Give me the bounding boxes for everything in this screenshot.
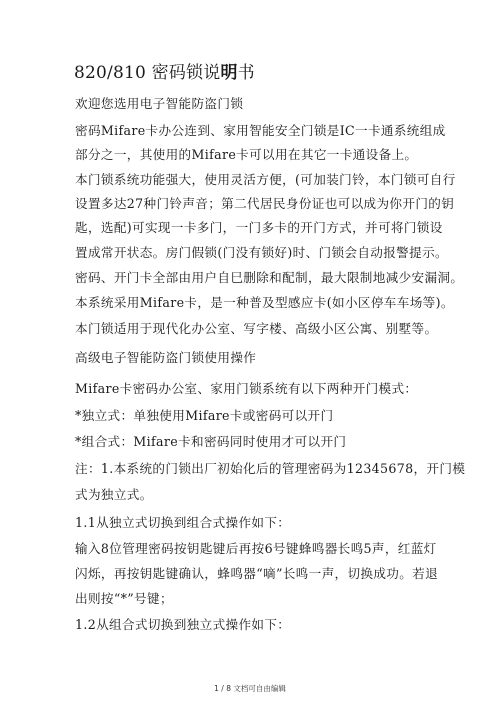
list-item: *独立式：单独使用Mifare卡或密码可以开门 xyxy=(75,408,334,423)
text-line: 输入8位管理密码按钥匙键后再按6号键蜂鸣器长鸣5声，红蓝灯 xyxy=(75,541,437,556)
text-line: 密码Mifare卡办公连到、家用智能安全门锁是IC一卡通系统组成 xyxy=(75,123,446,138)
text-line: 欢迎您选用电子智能防盗门锁 xyxy=(75,96,244,111)
list-item: *组合式：Mifare卡和密码同时使用才可以开门 xyxy=(75,434,347,449)
section-heading: 高级电子智能防盗门锁使用操作 xyxy=(75,350,257,365)
title-bold-char: 明 xyxy=(220,63,238,83)
document-title xyxy=(74,62,255,84)
note-line: 式为独立式。 xyxy=(75,487,153,502)
title-prefix: 820/810 密码锁说 xyxy=(74,63,221,83)
text-line: Mifare卡密码办公室、家用门锁系统有以下两种开门模式： xyxy=(75,381,418,396)
subsection-heading: 1.1从独立式切换到组合式操作如下： xyxy=(75,515,291,530)
text-line: 本门锁系统功能强大，使用灵活方便，(可加装门铃，本门锁可自行 xyxy=(75,172,456,187)
note-line: 注：1.本系统的门锁出厂初始化后的管理密码为12345678，开门模 xyxy=(75,461,466,476)
title-suffix: 书 xyxy=(237,63,255,83)
text-line: 出则按“*”号键； xyxy=(75,591,173,606)
text-line: 置成常开状态。房门假锁(门没有锁好)时、门锁会自动报警提示。 xyxy=(75,245,448,260)
text-line: 设置多达27种门铃声音；第二代居民身份证也可以成为你开门的钥 xyxy=(75,196,455,211)
text-line: 部分之一，其使用的Mifare卡可以用在其它一卡通设备上。 xyxy=(75,147,418,162)
text-line: 本系统采用Mifare卡，是一种普及型感应卡(如小区停车车场等)。 xyxy=(75,295,454,310)
text-line: 匙，选配)可实现一卡多门，一门多卡的开门方式，并可将门锁设 xyxy=(75,220,443,235)
subsection-heading: 1.2从组合式切换到独立式操作如下： xyxy=(75,617,291,632)
page-footer: 1 / 8 文档可自由编辑 xyxy=(214,684,286,693)
text-line: 本门锁适用于现代化办公室、写字楼、高级小区公寓、别墅等。 xyxy=(75,321,438,336)
text-line: 闪烁，再按钥匙键确认，蜂鸣器“嘀”长鸣一声，切换成功。若退 xyxy=(75,566,439,581)
text-line: 密码、开门卡全部由用户自巳删除和配制，最大限制地减少安漏洞。 xyxy=(75,270,464,285)
